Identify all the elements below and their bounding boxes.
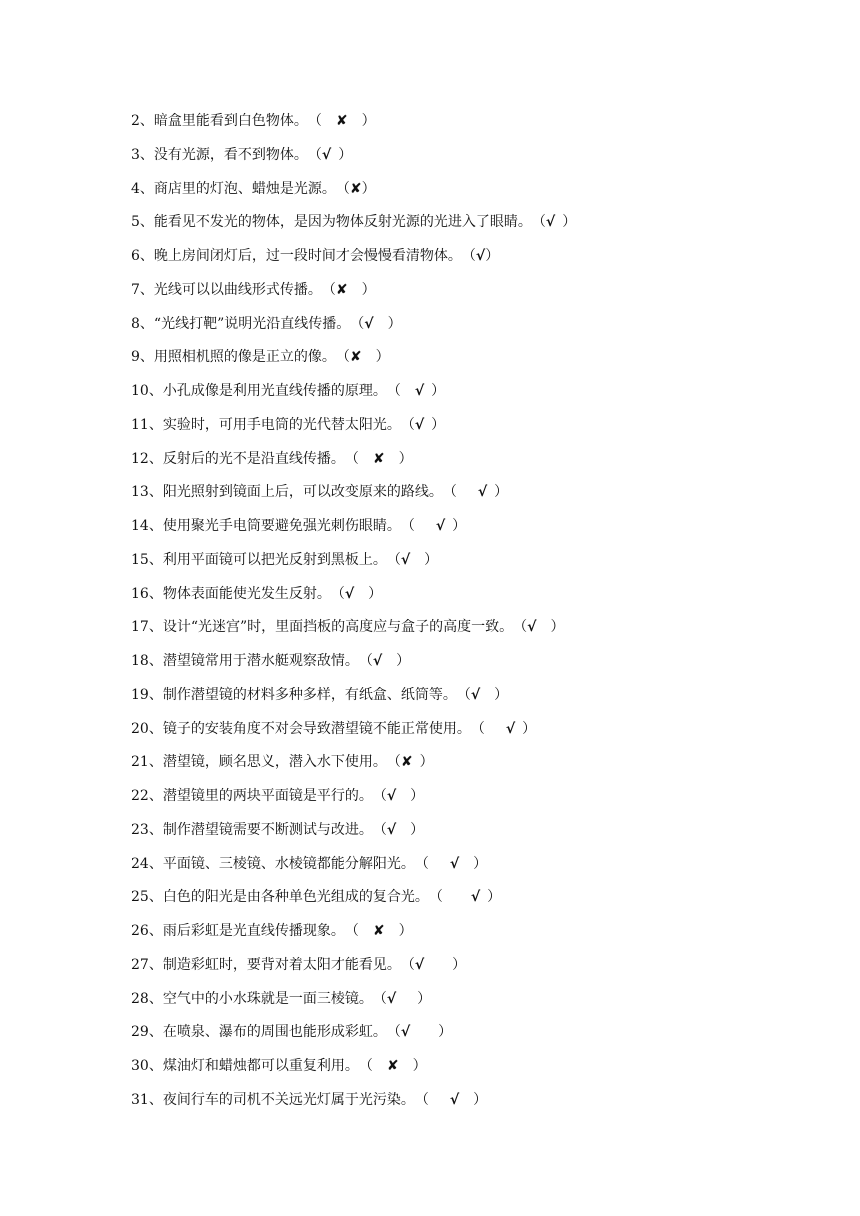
close-paren: ） — [410, 821, 425, 838]
statement-row — [131, 313, 402, 335]
statement-number: 27、 — [131, 956, 163, 973]
close-paren: ） — [485, 248, 500, 264]
statement-text: 商店里的灯泡、蜡烛是光源。 — [153, 180, 336, 197]
check-mark-icon: √ — [545, 214, 556, 231]
close-paren: ） — [361, 281, 376, 298]
cross-mark-icon: ✘ — [372, 923, 385, 939]
open-paren: （ — [456, 686, 471, 703]
open-paren: （ — [414, 855, 429, 872]
statement-row — [131, 211, 576, 233]
open-paren: （ — [400, 416, 415, 433]
open-paren: （ — [531, 214, 546, 231]
statement-row — [131, 886, 501, 908]
open-paren: （ — [358, 1058, 373, 1074]
check-mark-icon: √ — [386, 990, 397, 1007]
statement-number: 5、 — [131, 214, 154, 231]
statement-text: 镜子的安装角度不对会导致潜望镜不能正常使用。 — [162, 720, 471, 737]
statement-row — [131, 481, 508, 503]
check-mark-icon: √ — [321, 146, 332, 163]
check-mark-icon: √ — [364, 315, 374, 332]
statement-number: 9、 — [131, 349, 154, 366]
statement-number: 31、 — [131, 1091, 163, 1108]
statement-row — [131, 1089, 487, 1111]
open-paren: （ — [513, 619, 528, 636]
statement-text: 雨后彩虹是光直线传播现象。 — [162, 923, 345, 939]
close-paren: ） — [494, 484, 509, 501]
statement-number: 29、 — [131, 1024, 163, 1041]
statement-text: 使用聚光手电筒要避免强光刺伤眼睛。 — [162, 518, 401, 534]
open-paren: （ — [386, 1024, 401, 1041]
statement-number: 21、 — [131, 754, 163, 771]
open-paren: （ — [335, 349, 350, 366]
statement-row — [131, 954, 466, 976]
close-paren: ） — [417, 990, 432, 1007]
statement-text: 利用平面镜可以把光反射到黑板上。 — [162, 551, 387, 568]
statement-text: 潜望镜里的两块平面镜是平行的。 — [162, 788, 373, 804]
statement-number: 24、 — [131, 855, 163, 872]
statement-number: 14、 — [131, 518, 163, 534]
check-mark-icon: √ — [400, 551, 411, 568]
cross-mark-icon: ✘ — [349, 349, 362, 366]
statement-text: 实验时，可用手电筒的光代替太阳光。 — [162, 416, 401, 433]
statement-number: 18、 — [131, 653, 163, 669]
statement-row — [131, 1055, 427, 1077]
close-paren: ） — [387, 315, 402, 332]
statement-number: 20、 — [131, 720, 163, 737]
open-paren: （ — [307, 113, 322, 129]
close-paren: ） — [487, 889, 502, 906]
check-mark-icon: √ — [400, 1024, 411, 1041]
statement-text: 夜间行车的司机不关远光灯属于光污染。 — [162, 1091, 415, 1108]
statement-number: 10、 — [131, 383, 163, 399]
statement-text: 物体表面能使光发生反射。 — [162, 585, 331, 602]
open-paren: （ — [307, 146, 322, 163]
statement-row — [131, 583, 382, 605]
cross-mark-icon: ✘ — [372, 450, 385, 467]
close-paren: ） — [375, 349, 390, 366]
close-paren: ） — [368, 585, 383, 602]
statement-text: 潜望镜，顾名思义，潜入水下使用。 — [162, 754, 387, 771]
open-paren: （ — [335, 180, 350, 197]
close-paren: ） — [361, 113, 376, 129]
statement-row — [131, 785, 424, 807]
open-paren: （ — [358, 653, 373, 669]
open-paren: （ — [428, 889, 443, 906]
check-mark-icon: √ — [344, 585, 355, 602]
statement-number: 15、 — [131, 551, 163, 568]
statement-text: 阳光照射到镜面上后，可以改变原来的路线。 — [162, 484, 443, 501]
close-paren: ） — [431, 416, 446, 433]
statement-number: 23、 — [131, 821, 163, 838]
statement-number: 17、 — [131, 619, 163, 636]
check-mark-icon: √ — [449, 1091, 460, 1108]
statement-row — [131, 549, 438, 571]
statement-text: 小孔成像是利用光直线传播的原理。 — [162, 383, 387, 399]
open-paren: （ — [386, 383, 401, 399]
close-paren: ） — [361, 180, 376, 197]
cross-mark-icon: ✘ — [400, 754, 413, 771]
statement-text: 在喷泉、瀑布的周围也能形成彩虹。 — [162, 1024, 387, 1041]
statement-number: 16、 — [131, 585, 163, 602]
statement-number: 11、 — [131, 416, 163, 433]
cross-mark-icon: ✘ — [349, 180, 362, 197]
open-paren: （ — [344, 923, 359, 939]
statement-text: 平面镜、三棱镜、水棱镜都能分解阳光。 — [162, 855, 415, 872]
open-paren: （ — [344, 450, 359, 467]
statement-number: 2、 — [131, 113, 154, 129]
open-paren: （ — [372, 990, 387, 1007]
check-mark-icon: √ — [435, 518, 446, 534]
close-paren: ） — [473, 1091, 488, 1108]
statement-row — [131, 346, 390, 368]
statement-row — [131, 178, 376, 200]
statement-number: 19、 — [131, 686, 163, 703]
open-paren: （ — [386, 551, 401, 568]
check-mark-icon: √ — [386, 821, 397, 838]
open-paren: （ — [461, 248, 476, 264]
check-mark-icon: √ — [372, 653, 383, 669]
statement-row — [131, 144, 352, 166]
statement-row — [131, 448, 413, 470]
open-paren: （ — [386, 754, 401, 771]
close-paren: ） — [438, 1024, 453, 1041]
check-mark-icon: √ — [414, 956, 425, 973]
statement-text: 设计“光迷宫”时，里面挡板的高度应与盒子的高度一致。 — [162, 619, 514, 636]
cross-mark-icon: ✘ — [335, 281, 348, 298]
statement-row — [131, 650, 410, 672]
open-paren: （ — [372, 821, 387, 838]
close-paren: ） — [424, 551, 439, 568]
close-paren: ） — [431, 383, 446, 399]
open-paren: （ — [442, 484, 457, 501]
statement-text: 反射后的光不是沿直线传播。 — [162, 450, 345, 467]
statement-number: 8、 — [131, 315, 154, 332]
statement-row — [131, 515, 466, 537]
statement-text: 光线可以以曲线形式传播。 — [153, 281, 322, 298]
statement-row — [131, 684, 508, 706]
statement-row — [131, 988, 431, 1010]
close-paren: ） — [494, 686, 509, 703]
open-paren: （ — [330, 585, 345, 602]
open-paren: （ — [470, 720, 485, 737]
statement-row — [131, 1021, 452, 1043]
statement-row — [131, 920, 413, 942]
statement-row — [131, 279, 376, 301]
statement-text: 空气中的小水珠就是一面三棱镜。 — [162, 990, 373, 1007]
statement-row — [131, 751, 434, 773]
check-mark-icon: √ — [449, 855, 460, 872]
close-paren: ） — [412, 1058, 427, 1074]
statement-text: 能看见不发光的物体，是因为物体反射光源的光进入了眼睛。 — [153, 214, 532, 231]
close-paren: ） — [410, 788, 425, 804]
open-paren: （ — [321, 281, 336, 298]
check-mark-icon: √ — [527, 619, 537, 636]
statement-number: 7、 — [131, 281, 154, 298]
open-paren: （ — [400, 956, 415, 973]
open-paren: （ — [350, 315, 365, 332]
close-paren: ） — [396, 653, 411, 669]
cross-mark-icon: ✘ — [335, 113, 348, 129]
statement-text: 白色的阳光是由各种单色光组成的复合光。 — [162, 889, 429, 906]
statement-text: 潜望镜常用于潜水艇观察敌情。 — [162, 653, 359, 669]
statement-row — [131, 616, 565, 638]
check-mark-icon: √ — [470, 686, 481, 703]
statement-row — [131, 819, 424, 841]
statement-row — [131, 414, 445, 436]
statement-number: 12、 — [131, 450, 163, 467]
check-mark-icon: √ — [414, 383, 425, 399]
close-paren: ） — [419, 754, 434, 771]
statement-text: 没有光源，看不到物体。 — [153, 146, 308, 163]
statement-number: 4、 — [131, 180, 154, 197]
close-paren: ） — [473, 855, 488, 872]
statement-number: 28、 — [131, 990, 163, 1007]
statement-row — [131, 245, 499, 267]
check-mark-icon: √ — [470, 889, 481, 906]
close-paren: ） — [452, 518, 467, 534]
statement-text: 用照相机照的像是正立的像。 — [153, 349, 336, 366]
statement-text: 煤油灯和蜡烛都可以重复利用。 — [162, 1058, 359, 1074]
statement-number: 6、 — [131, 248, 154, 264]
statement-row — [131, 718, 536, 740]
statement-text: 晚上房间闭灯后，过一段时间才会慢慢看清物体。 — [153, 248, 462, 264]
statement-text: 制作潜望镜的材料多种多样，有纸盒、纸筒等。 — [162, 686, 457, 703]
statement-number: 26、 — [131, 923, 163, 939]
statement-row — [131, 380, 445, 402]
statement-number: 13、 — [131, 484, 163, 501]
statement-number: 25、 — [131, 889, 163, 906]
statement-text: 制作潜望镜需要不断测试与改进。 — [162, 821, 373, 838]
statement-text: 暗盒里能看到白色物体。 — [153, 113, 308, 129]
close-paren: ） — [562, 214, 577, 231]
close-paren: ） — [398, 923, 413, 939]
check-mark-icon: √ — [386, 788, 397, 804]
statement-text: 制造彩虹时，要背对着太阳才能看见。 — [162, 956, 401, 973]
check-mark-icon: √ — [505, 720, 516, 737]
statement-row — [131, 853, 487, 875]
check-mark-icon: √ — [477, 484, 488, 501]
close-paren: ） — [452, 956, 467, 973]
statement-number: 3、 — [131, 146, 154, 163]
close-paren: ） — [338, 146, 353, 163]
statement-row — [131, 110, 376, 132]
cross-mark-icon: ✘ — [386, 1058, 399, 1074]
open-paren: （ — [400, 518, 415, 534]
close-paren: ） — [522, 720, 537, 737]
check-mark-icon: √ — [475, 248, 486, 264]
open-paren: （ — [372, 788, 387, 804]
open-paren: （ — [414, 1091, 429, 1108]
close-paren: ） — [550, 619, 565, 636]
statement-number: 22、 — [131, 788, 163, 804]
statement-number: 30、 — [131, 1058, 163, 1074]
close-paren: ） — [398, 450, 413, 467]
statement-text: “光线打靶”说明光沿直线传播。 — [153, 315, 351, 332]
check-mark-icon: √ — [414, 416, 425, 433]
